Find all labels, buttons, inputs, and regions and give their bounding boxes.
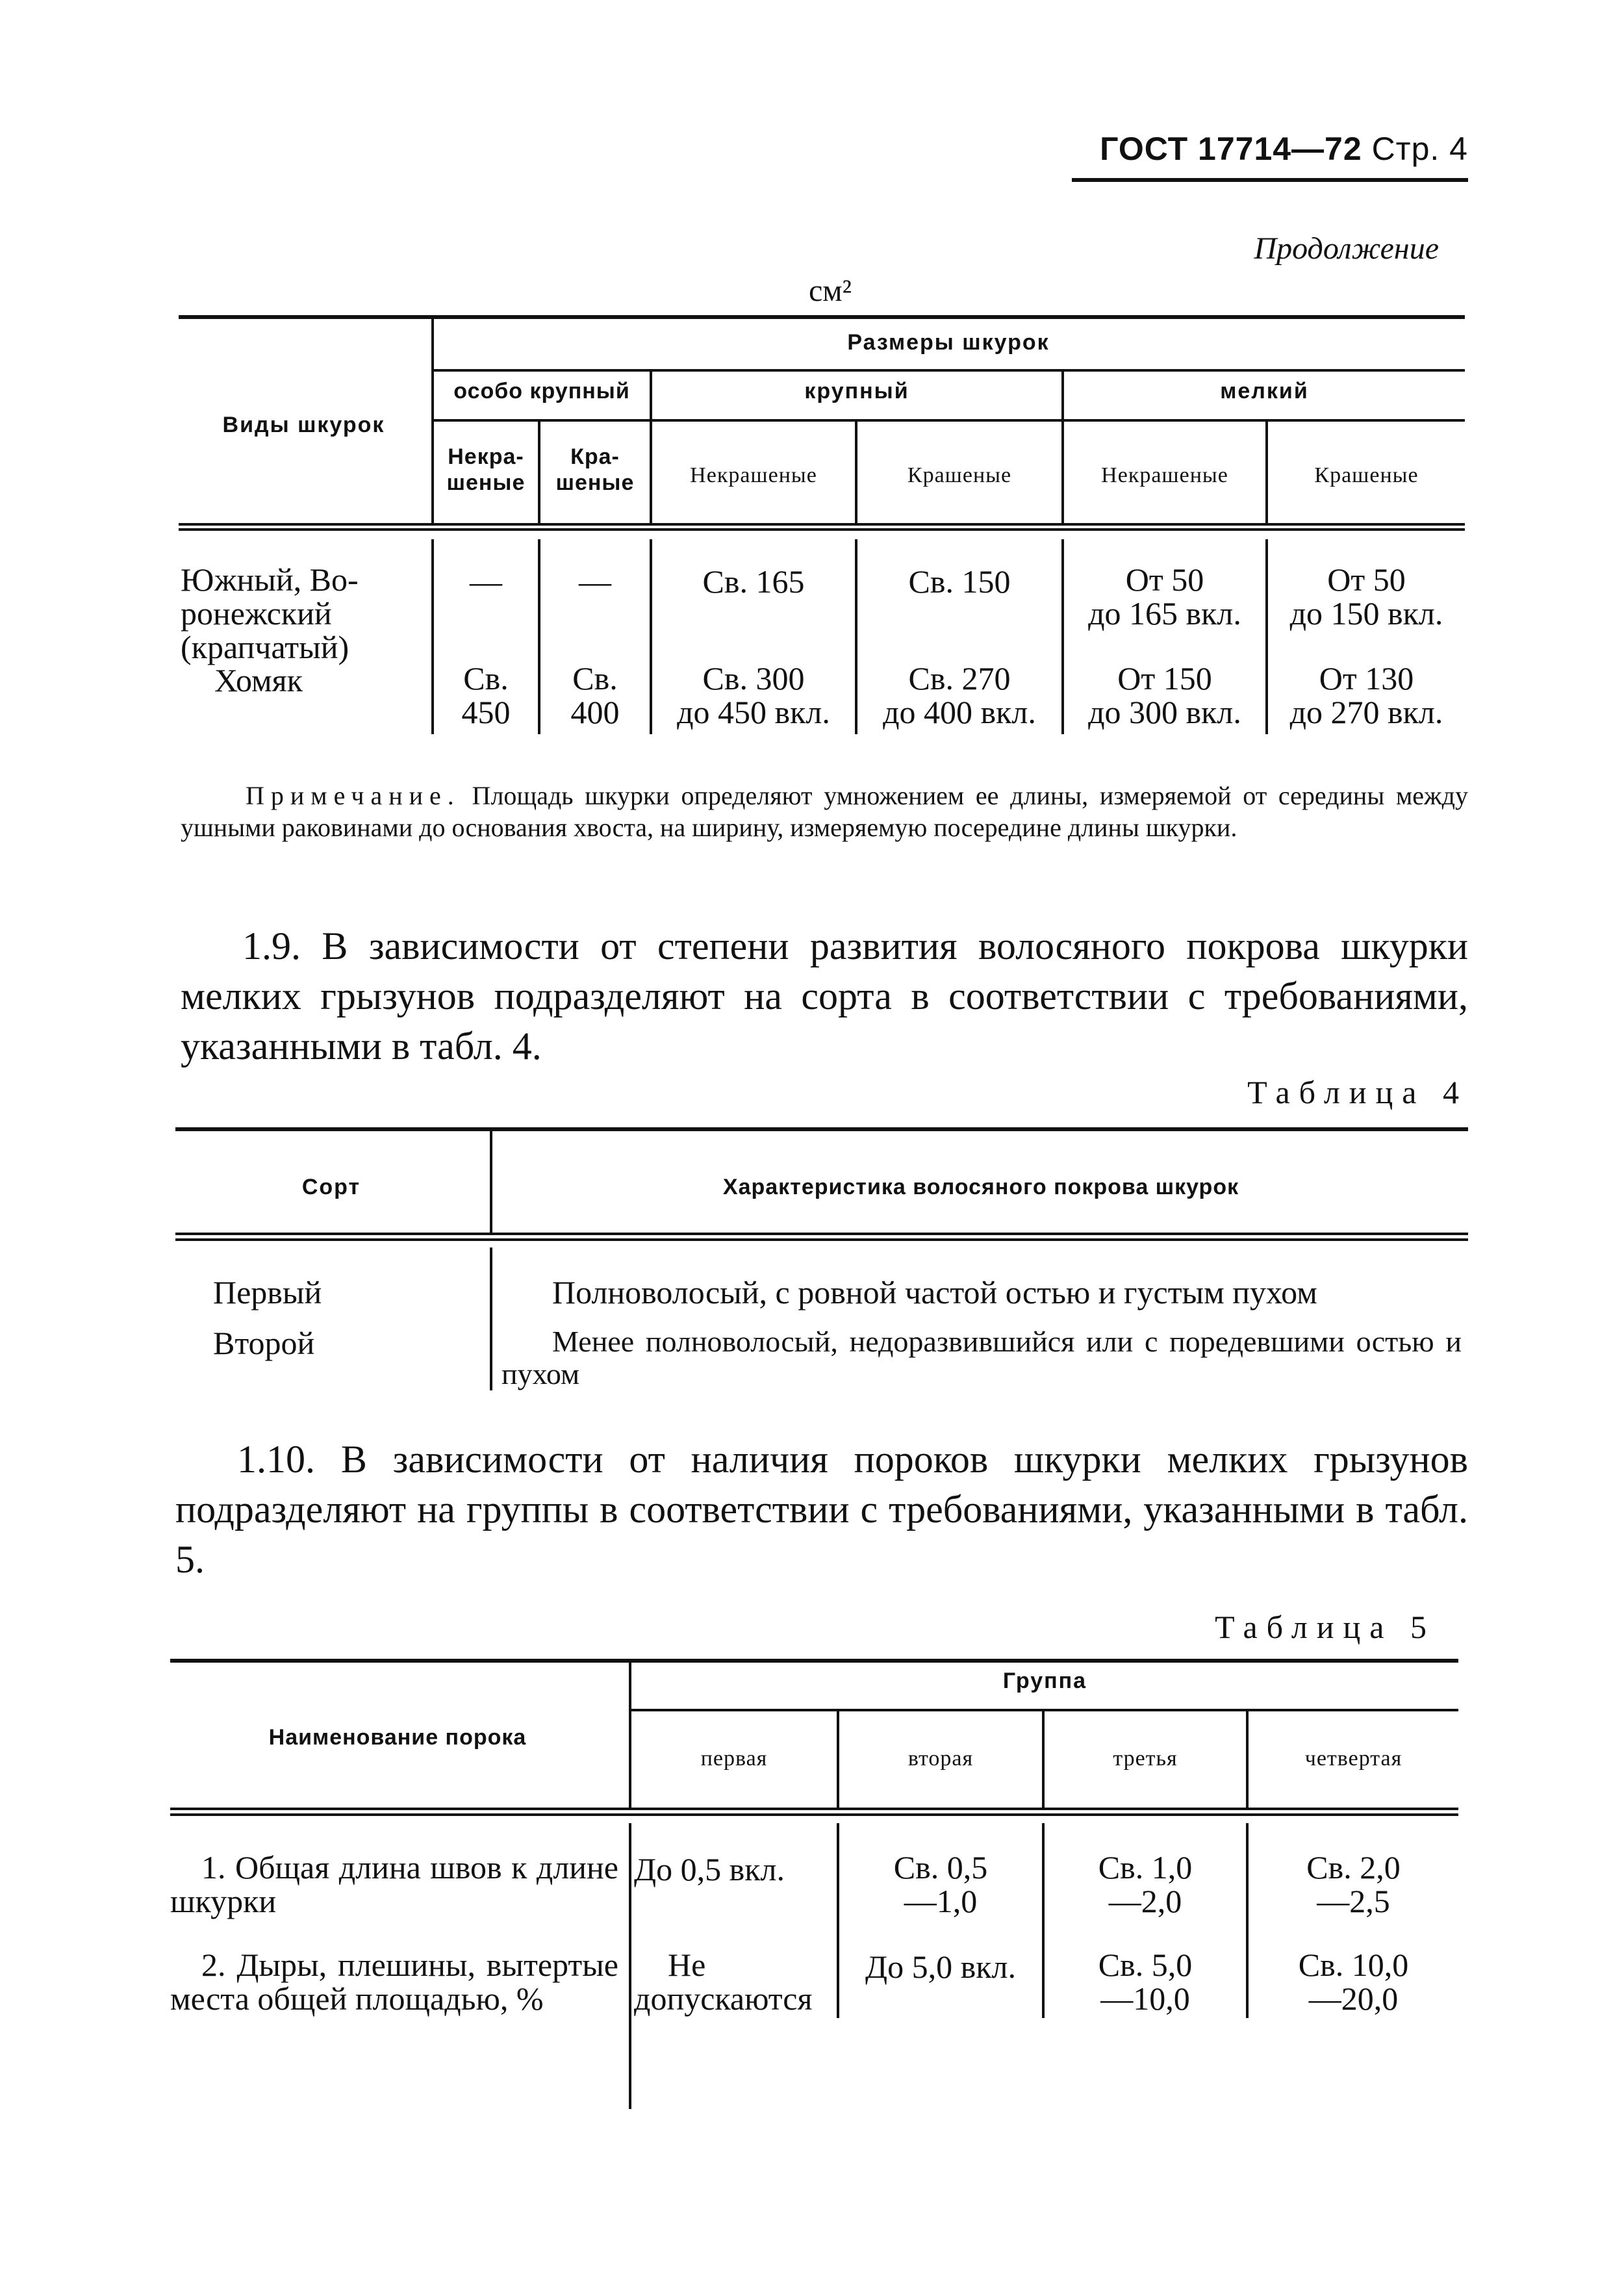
table3-header-rule-a	[179, 523, 1465, 526]
table4-header-rule-b	[175, 1238, 1468, 1241]
table3-vline-header-6	[1265, 422, 1268, 523]
table5-row2-v4: Св. 10,0 —20,0	[1298, 1947, 1409, 2017]
table3-row2-v2: Св. 400	[570, 660, 620, 730]
sub-colored-narrow: Кра- шеные	[555, 444, 635, 495]
sub-colored-large: Крашеные	[907, 463, 1012, 487]
table4-col-sort: Сорт	[301, 1175, 361, 1199]
table3-row2-name: Хомяк	[214, 662, 303, 698]
table5-row1-v2: Св. 0,5 —1,0	[893, 1849, 988, 1919]
table3-vline-header-4	[855, 422, 857, 523]
table3-row1-v6: От 50 до 150 вкл.	[1289, 561, 1443, 632]
continuation-label: Продолжение	[1254, 231, 1439, 266]
table3-vline-header-1	[431, 319, 434, 523]
table5-vline-header-2	[837, 1711, 839, 1808]
group-small: мелкий	[1220, 379, 1309, 403]
table5-col-defect: Наименование порока	[268, 1725, 527, 1750]
table5-group-3: третья	[1113, 1746, 1178, 1771]
doc-number: ГОСТ 17714—72	[1100, 131, 1362, 167]
table5-row2-name: 2. Дыры, плешины, вытертые места общей площадью, %	[170, 1947, 618, 2017]
table5-row2-v2: До 5,0 вкл.	[865, 1949, 1016, 1985]
table5-vline-header-1	[629, 1663, 631, 1808]
table4-label: Таблица 4	[1247, 1074, 1468, 1110]
running-header	[1078, 130, 1468, 168]
table3-vline-header-5	[1061, 372, 1064, 523]
table4-top-rule	[175, 1127, 1468, 1131]
table3-row1-v1: —	[470, 563, 502, 600]
table5-vline-body-1	[629, 1823, 631, 2109]
table4-row2-char: Менее полноволосый, недоразвившийся или с поредевшими остью и пухом	[501, 1325, 1462, 1390]
table3-row2-v6: От 130 до 270 вкл.	[1289, 660, 1443, 730]
table3-row1-v2: —	[579, 563, 611, 600]
page-number: Стр. 4	[1371, 131, 1468, 167]
table4-col-char: Характеристика волосяного покрова шкурок	[722, 1175, 1239, 1199]
table5-rule-group	[631, 1709, 1458, 1711]
table3-col-sizes: Размеры шкурок	[847, 330, 1050, 355]
table5-header-rule-a	[170, 1808, 1458, 1810]
table5-vline-header-4	[1246, 1711, 1249, 1808]
group-extra-large: особо крупный	[453, 379, 630, 403]
group-large: крупный	[804, 379, 909, 403]
note-label: Примечание.	[246, 781, 461, 810]
table3-row2-v4: Св. 270 до 400 вкл.	[883, 660, 1036, 730]
table3-rule-sizes	[434, 369, 1465, 372]
table3-col-kind: Виды шкурок	[222, 413, 385, 437]
paragraph-1-9: 1.9. В зависимости от степени развития волосяного покрова шкурки мелких грызунов подразделяют на сорта в соответствии с требованиями, указанными в табл. 4.	[181, 925, 1468, 1068]
note-text: Площадь шкурки определяют умножением ее длины, измеряемой от середины между ушными раковинами до основания хвоста, на ширину, измеряемую посередине длины шкурки.	[181, 781, 1468, 842]
table3-header-rule-b	[179, 528, 1465, 531]
table5-row1-v4: Св. 2,0 —2,5	[1306, 1849, 1401, 1919]
table5-row2-v3: Св. 5,0 —10,0	[1098, 1947, 1193, 2017]
table4-row1-sort: Первый	[213, 1274, 322, 1311]
table3-row2-v3: Св. 300 до 450 вкл.	[677, 660, 830, 730]
table5-row1-v1: До 0,5 вкл.	[634, 1851, 785, 1887]
unit-label: см²	[809, 274, 852, 308]
header-rule	[1072, 178, 1468, 182]
table3-vline-header-3	[650, 372, 652, 523]
table5-label: Таблица 5	[1215, 1609, 1436, 1645]
table5-group-1: первая	[700, 1746, 768, 1771]
table5-row2-v1: Не допускаются	[634, 1947, 813, 2017]
table5-vline-header-3	[1042, 1711, 1045, 1808]
table3-top-rule	[179, 315, 1465, 319]
table5-col-group: Группа	[1002, 1669, 1087, 1693]
table3-row1-v3: Св. 165	[702, 563, 805, 600]
sub-uncolored-narrow: Некра- шеные	[446, 444, 526, 495]
table4-row1-char: Полноволосый, с ровной частой остью и густым пухом	[552, 1274, 1317, 1311]
table3-row1-name: Южный, Во- ронежский (крапчатый)	[181, 561, 359, 665]
sub-uncolored-large: Некрашеные	[690, 463, 817, 487]
note	[181, 780, 1468, 843]
table3-vline-header-2	[538, 422, 540, 523]
table5-row1-v3: Св. 1,0 —2,0	[1098, 1849, 1193, 1919]
table5-row1-name: 1. Общая длина швов к длине шкурки	[170, 1849, 618, 1919]
table4-header-rule-a	[175, 1233, 1468, 1235]
table4-vline-header	[490, 1131, 492, 1233]
table3-rule-groups	[434, 419, 1465, 422]
table5-header-rule-b	[170, 1813, 1458, 1816]
table3-row2-v1: Св. 450	[461, 660, 511, 730]
table4-row2-sort: Второй	[213, 1325, 315, 1361]
table3-row2-v5: От 150 до 300 вкл.	[1088, 660, 1241, 730]
table3-row1-v4: Св. 150	[908, 563, 1011, 600]
table5-top-rule	[170, 1659, 1458, 1663]
table5-group-4: четвертая	[1304, 1746, 1402, 1771]
table3-row1-v5: От 50 до 165 вкл.	[1088, 561, 1241, 632]
sub-colored-small: Крашеные	[1314, 463, 1419, 487]
paragraph-1-10: 1.10. В зависимости от наличия пороков шкурки мелких грызунов подразделяют на группы в соответствии с требованиями, указанными в табл. 5.	[175, 1438, 1468, 1581]
sub-uncolored-small: Некрашеные	[1101, 463, 1228, 487]
table4-vline-body	[490, 1247, 492, 1390]
table5-group-2: вторая	[907, 1746, 974, 1771]
